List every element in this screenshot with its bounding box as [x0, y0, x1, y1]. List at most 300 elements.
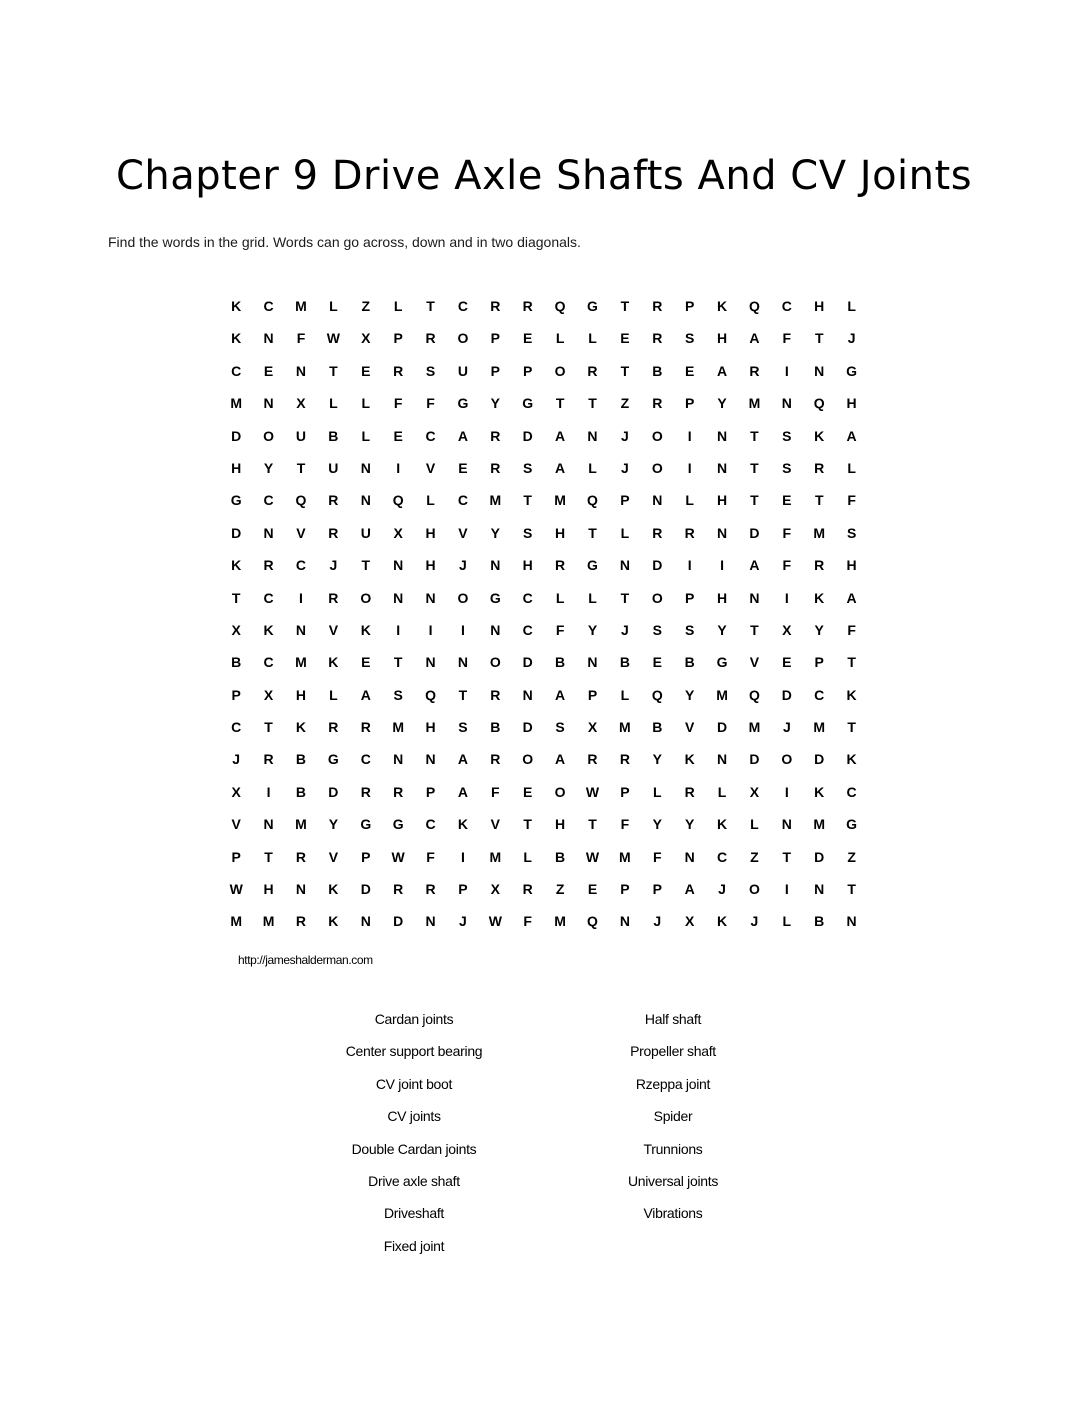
grid-letter: H [846, 557, 857, 574]
grid-letter: C [457, 298, 468, 314]
grid-letter: V [458, 524, 468, 541]
grid-letter: N [814, 881, 825, 898]
grid-letter: H [716, 492, 728, 509]
grid-letter: Q [651, 686, 663, 703]
grid-letter: L [555, 589, 565, 606]
grid-letter: O [651, 589, 663, 606]
grid-letter: C [425, 427, 436, 444]
grid-letter: C [263, 654, 274, 671]
grid-letter: L [393, 298, 403, 314]
grid-letter: R [652, 330, 663, 347]
grid-letter: M [392, 719, 404, 736]
grid-letter: Y [717, 621, 727, 638]
grid-letter: I [266, 783, 271, 800]
grid-letter: J [782, 719, 791, 736]
grid-letter: B [328, 427, 339, 444]
grid-letter: D [652, 557, 663, 574]
grid-letter: T [588, 395, 597, 412]
grid-letter: X [263, 686, 274, 703]
grid-letter: B [684, 654, 695, 671]
grid-letter: Z [750, 848, 759, 865]
grid-letter: N [393, 751, 404, 768]
grid-letter: T [620, 298, 630, 314]
grid-letter: W [229, 881, 243, 898]
grid-letter: P [684, 298, 695, 314]
grid-letter: A [749, 330, 760, 347]
grid-letter: L [361, 427, 371, 444]
word-list-left [294, 1003, 534, 1262]
grid-letter: I [784, 783, 789, 800]
grid-letter: C [716, 848, 728, 865]
grid-letter: T [296, 459, 306, 476]
grid-letter: G [360, 816, 372, 833]
grid-letter: L [588, 589, 597, 606]
grid-letter: K [716, 298, 728, 314]
grid-letter: J [653, 913, 662, 930]
grid-letter: C [231, 719, 242, 736]
grid-letter: G [457, 395, 469, 412]
grid-letter: B [295, 783, 307, 800]
grid-letter: I [299, 589, 303, 606]
word-list-item: Rzeppa joint [635, 1075, 711, 1092]
grid-letter: Y [814, 621, 824, 638]
grid-letter: S [523, 459, 533, 476]
grid-letter: T [750, 427, 759, 444]
grid-letter: J [750, 913, 759, 930]
grid-letter: R [684, 524, 695, 541]
grid-letter: M [619, 719, 631, 736]
grid-letter: R [393, 783, 404, 800]
grid-row [220, 458, 868, 490]
grid-letter: D [522, 654, 533, 671]
grid-letter: R [522, 881, 533, 898]
grid-letter: E [684, 362, 695, 379]
grid-letter: P [393, 330, 403, 347]
grid-letter: N [425, 751, 436, 768]
grid-letter: L [750, 816, 759, 833]
grid-row [220, 588, 868, 620]
grid-letter: N [684, 848, 695, 865]
grid-letter: N [619, 557, 630, 574]
grid-row [220, 782, 868, 814]
grid-letter: E [652, 654, 662, 671]
grid-letter: X [296, 395, 306, 412]
grid-letter: X [782, 621, 792, 638]
grid-letter: M [716, 686, 728, 703]
grid-letter: Q [425, 686, 436, 703]
grid-letter: R [652, 395, 663, 412]
grid-letter: N [360, 459, 371, 476]
grid-letter: D [716, 719, 728, 736]
grid-letter: C [263, 589, 274, 606]
grid-letter: P [620, 881, 630, 898]
grid-letter: A [716, 362, 728, 379]
grid-letter: P [652, 881, 662, 898]
grid-letter: F [782, 557, 792, 574]
grid-letter: X [231, 783, 241, 800]
grid-letter: L [426, 492, 435, 509]
word-list-item: Trunnions [643, 1140, 703, 1157]
grid-letter: G [522, 395, 534, 412]
grid-letter: H [555, 816, 566, 833]
grid-letter: Q [554, 298, 566, 314]
grid-letter: C [263, 298, 274, 314]
grid-letter: I [720, 557, 724, 574]
grid-letter: A [749, 557, 760, 574]
grid-letter: N [716, 524, 728, 541]
grid-letter: J [459, 557, 467, 574]
grid-letter: G [392, 816, 404, 833]
grid-letter: D [522, 427, 533, 444]
grid-letter: Z [361, 298, 371, 314]
grid-letter: G [846, 362, 858, 379]
grid-letter: V [490, 816, 500, 833]
grid-letter: R [393, 881, 404, 898]
grid-letter: R [749, 362, 760, 379]
grid-letter: F [620, 816, 630, 833]
grid-letter: E [458, 459, 468, 476]
grid-letter: I [428, 621, 433, 638]
grid-letter: I [687, 459, 692, 476]
grid-letter: E [263, 362, 274, 379]
grid-letter: S [425, 362, 436, 379]
grid-letter: S [555, 719, 565, 736]
grid-letter: S [652, 621, 662, 638]
grid-letter: Y [684, 816, 695, 833]
grid-letter: Q [749, 686, 760, 703]
grid-letter: C [231, 362, 242, 379]
grid-letter: I [784, 881, 789, 898]
grid-letter: C [781, 298, 792, 314]
grid-letter: M [813, 816, 826, 833]
grid-letter: M [813, 719, 826, 736]
grid-letter: T [555, 395, 565, 412]
grid-letter: M [230, 395, 243, 412]
grid-letter: M [554, 492, 566, 509]
grid-letter: J [329, 557, 338, 574]
grid-letter: F [782, 524, 792, 541]
grid-letter: L [847, 459, 856, 476]
grid-letter: V [425, 459, 436, 476]
grid-letter: L [329, 686, 338, 703]
grid-letter: L [588, 330, 597, 347]
grid-letter: M [748, 719, 761, 736]
grid-letter: J [620, 427, 629, 444]
grid-letter: C [522, 621, 533, 638]
grid-letter: T [814, 492, 824, 509]
grid-letter: S [846, 524, 857, 541]
grid-letter: R [425, 881, 436, 898]
grid-row [220, 490, 868, 522]
grid-letter: K [814, 589, 825, 606]
grid-letter: U [328, 459, 339, 476]
grid-letter: V [231, 816, 241, 833]
grid-row [220, 393, 868, 425]
grid-letter: N [263, 524, 274, 541]
grid-row [220, 620, 868, 652]
grid-letter: N [425, 589, 436, 606]
grid-letter: T [264, 719, 273, 736]
grid-letter: D [781, 686, 792, 703]
grid-letter: Q [587, 913, 598, 930]
grid-letter: P [458, 881, 468, 898]
grid-letter: A [846, 589, 857, 606]
grid-letter: F [782, 330, 792, 347]
grid-letter: B [814, 913, 825, 930]
grid-letter: I [396, 621, 401, 638]
grid-letter: X [231, 621, 241, 638]
grid-letter: A [360, 686, 371, 703]
grid-letter: E [361, 654, 371, 671]
grid-letter: P [684, 395, 695, 412]
grid-letter: V [684, 719, 695, 736]
grid-letter: E [782, 492, 792, 509]
grid-letter: T [393, 654, 403, 671]
grid-letter: C [846, 783, 857, 800]
grid-letter: J [847, 330, 856, 347]
grid-letter: O [522, 751, 534, 768]
grid-letter: F [847, 621, 856, 638]
grid-letter: L [523, 848, 532, 865]
grid-letter: R [295, 913, 307, 930]
grid-letter: A [555, 751, 566, 768]
grid-letter: R [490, 751, 501, 768]
grid-letter: L [620, 524, 630, 541]
grid-letter: F [652, 848, 662, 865]
grid-letter: H [425, 719, 436, 736]
grid-letter: R [490, 298, 501, 314]
grid-letter: R [555, 557, 566, 574]
grid-row [220, 749, 868, 781]
grid-letter: Q [392, 492, 404, 509]
grid-letter: O [781, 751, 793, 768]
word-list-item: Driveshaft [383, 1205, 445, 1222]
grid-letter: O [489, 654, 501, 671]
grid-letter: B [555, 848, 566, 865]
grid-letter: D [328, 783, 339, 800]
grid-letter: T [620, 589, 630, 606]
grid-letter: K [457, 816, 468, 833]
grid-letter: C [425, 816, 436, 833]
grid-letter: K [846, 751, 857, 768]
grid-letter: X [361, 330, 371, 347]
grid-letter: N [263, 816, 274, 833]
grid-letter: N [846, 913, 857, 930]
grid-letter: F [296, 330, 306, 347]
grid-letter: S [458, 719, 468, 736]
grid-letter: K [716, 913, 728, 930]
grid-letter: N [393, 589, 404, 606]
grid-letter: L [717, 783, 727, 800]
grid-letter: S [684, 621, 695, 638]
grid-letter: O [360, 589, 372, 606]
grid-letter: N [781, 816, 792, 833]
grid-letter: V [328, 621, 339, 638]
grid-letter: N [587, 654, 598, 671]
grid-letter: T [620, 362, 630, 379]
grid-letter: B [652, 719, 663, 736]
word-list-item: CV joints [387, 1108, 441, 1125]
grid-letter: N [716, 427, 728, 444]
grid-letter: K [360, 621, 371, 638]
grid-letter: Y [263, 459, 274, 476]
grid-letter: P [361, 848, 371, 865]
grid-letter: H [814, 298, 825, 314]
grid-letter: Y [587, 621, 598, 638]
grid-letter: A [457, 427, 468, 444]
grid-letter: S [782, 459, 792, 476]
grid-letter: S [393, 686, 403, 703]
grid-letter: M [748, 395, 761, 412]
grid-letter: T [523, 816, 532, 833]
grid-row [220, 426, 868, 458]
grid-letter: K [231, 330, 242, 347]
grid-letter: T [523, 492, 532, 509]
grid-letter: R [360, 719, 371, 736]
grid-letter: T [458, 686, 468, 703]
grid-letter: T [782, 848, 792, 865]
grid-letter: M [295, 816, 307, 833]
grid-letter: J [459, 913, 467, 930]
grid-letter: O [651, 427, 663, 444]
grid-letter: R [490, 427, 501, 444]
grid-letter: H [846, 395, 857, 412]
word-search-grid [220, 296, 868, 944]
grid-letter: N [295, 362, 307, 379]
grid-letter: A [555, 686, 566, 703]
grid-letter: A [457, 783, 468, 800]
grid-row [220, 523, 868, 555]
grid-letter: M [295, 298, 307, 314]
grid-letter: N [716, 459, 728, 476]
grid-letter: R [587, 362, 598, 379]
grid-row [220, 911, 868, 943]
grid-letter: R [490, 459, 501, 476]
grid-letter: W [585, 848, 600, 865]
word-list-item: Cardan joints [374, 1011, 454, 1027]
grid-letter: I [784, 362, 789, 379]
grid-letter: K [328, 881, 339, 898]
grid-letter: G [587, 298, 598, 314]
grid-letter: J [620, 621, 629, 638]
grid-letter: K [231, 298, 242, 314]
grid-letter: B [231, 654, 242, 671]
word-list-item: Center support bearing [345, 1043, 483, 1060]
grid-letter: G [716, 654, 728, 671]
grid-letter: R [587, 751, 598, 768]
grid-letter: B [555, 654, 566, 671]
grid-letter: G [327, 751, 339, 768]
word-list-item: Half shaft [644, 1011, 702, 1027]
grid-letter: N [360, 913, 371, 930]
grid-letter: S [684, 330, 695, 347]
grid-letter: P [523, 362, 533, 379]
grid-letter: L [329, 298, 338, 314]
grid-letter: X [684, 913, 695, 930]
grid-letter: K [814, 783, 825, 800]
grid-letter: N [749, 589, 760, 606]
grid-letter: B [295, 751, 307, 768]
grid-letter: W [585, 783, 600, 800]
grid-letter: O [457, 589, 469, 606]
grid-letter: C [457, 492, 468, 509]
grid-letter: K [295, 719, 307, 736]
grid-letter: R [360, 783, 371, 800]
grid-letter: N [457, 654, 468, 671]
grid-letter: Q [587, 492, 598, 509]
grid-letter: R [295, 848, 307, 865]
grid-letter: C [295, 557, 307, 574]
grid-letter: R [393, 362, 404, 379]
grid-letter: R [490, 686, 501, 703]
grid-letter: L [555, 330, 565, 347]
grid-letter: I [460, 621, 465, 638]
grid-letter: O [457, 330, 469, 347]
grid-letter: Q [813, 395, 825, 412]
grid-letter: O [749, 881, 760, 898]
grid-letter: M [230, 913, 243, 930]
grid-letter: H [522, 557, 533, 574]
grid-letter: H [716, 330, 728, 347]
grid-letter: H [716, 589, 728, 606]
grid-letter: L [685, 492, 694, 509]
grid-letter: T [847, 719, 856, 736]
grid-letter: Z [620, 395, 630, 412]
grid-letter: N [522, 686, 533, 703]
grid-row [220, 717, 868, 749]
grid-letter: E [523, 783, 533, 800]
grid-letter: N [814, 362, 825, 379]
grid-letter: N [263, 395, 274, 412]
grid-row [220, 879, 868, 911]
grid-letter: U [295, 427, 307, 444]
grid-letter: P [231, 848, 241, 865]
grid-letter: M [554, 913, 566, 930]
grid-letter: K [328, 913, 339, 930]
grid-letter: Y [328, 816, 339, 833]
grid-letter: Q [749, 298, 760, 314]
grid-letter: N [425, 654, 436, 671]
grid-letter: I [460, 848, 465, 865]
grid-letter: M [813, 524, 826, 541]
grid-letter: U [457, 362, 468, 379]
grid-letter: L [361, 395, 371, 412]
word-list-item: Fixed joint [383, 1237, 445, 1254]
grid-letter: K [814, 427, 825, 444]
grid-letter: E [782, 654, 792, 671]
grid-row [220, 555, 868, 587]
grid-letter: Q [295, 492, 307, 509]
grid-letter: H [555, 524, 566, 541]
grid-letter: R [814, 459, 825, 476]
grid-letter: P [490, 330, 500, 347]
grid-letter: R [652, 524, 663, 541]
grid-letter: R [522, 298, 533, 314]
grid-letter: Z [555, 881, 565, 898]
grid-letter: A [555, 427, 566, 444]
grid-letter: S [523, 524, 533, 541]
grid-letter: N [781, 395, 792, 412]
grid-letter: E [620, 330, 630, 347]
grid-letter: N [652, 492, 663, 509]
grid-letter: Y [717, 395, 727, 412]
grid-letter: R [684, 783, 695, 800]
grid-letter: N [263, 330, 274, 347]
grid-letter: M [295, 654, 307, 671]
grid-letter: L [847, 298, 856, 314]
grid-letter: Z [847, 848, 856, 865]
word-list-item: Drive axle shaft [368, 1172, 460, 1189]
